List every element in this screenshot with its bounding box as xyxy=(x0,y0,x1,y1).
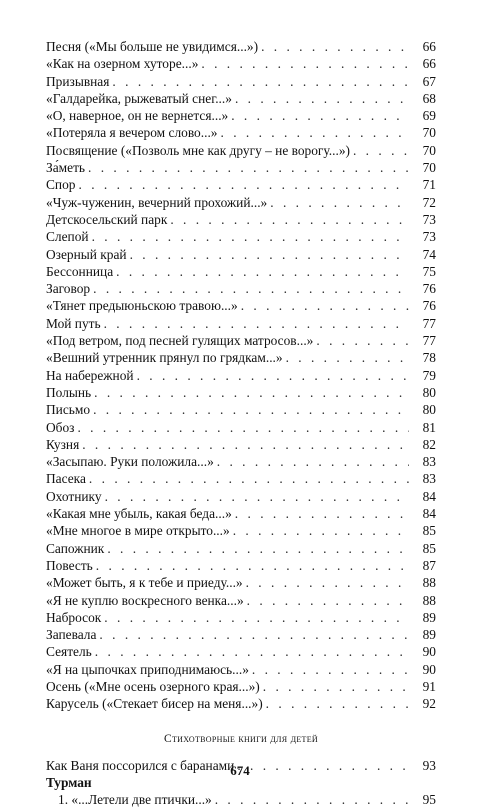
toc-entry-page: 88 xyxy=(422,592,436,608)
dot-leader xyxy=(88,159,409,176)
page-number: 674 xyxy=(230,763,250,778)
toc-entry-page: 78 xyxy=(422,350,436,366)
toc-entry-page: 67 xyxy=(422,73,436,89)
toc-entry xyxy=(46,557,436,574)
toc-entry xyxy=(46,678,436,695)
toc-entry-page: 83 xyxy=(422,454,436,470)
toc-entry-title: Мой путь xyxy=(46,315,101,331)
toc-entry-title: Заговор xyxy=(46,281,91,297)
dot-leader xyxy=(130,246,409,263)
dot-leader xyxy=(233,522,409,539)
toc-entry xyxy=(46,159,436,176)
dot-leader xyxy=(137,367,409,384)
dot-leader xyxy=(266,695,409,712)
toc-entry-page: 73 xyxy=(422,211,436,227)
toc-entry-page: 79 xyxy=(422,367,436,383)
toc-entry xyxy=(46,107,436,124)
dot-leader xyxy=(235,505,409,522)
table-of-contents xyxy=(46,38,436,808)
toc-entry xyxy=(46,124,436,141)
dot-leader xyxy=(104,609,409,626)
toc-entry-title: Охотнику xyxy=(46,488,102,504)
toc-entry-title: «Засыпаю. Руки положила...» xyxy=(46,454,214,470)
toc-entry-title: Слепой xyxy=(46,229,89,245)
toc-entry-title: Бессонница xyxy=(46,263,114,279)
toc-entry xyxy=(46,280,436,297)
toc-entry xyxy=(46,384,436,401)
toc-entry-title: На набережной xyxy=(46,367,134,383)
toc-entry-title: Полынь xyxy=(46,384,92,400)
dot-leader xyxy=(246,574,409,591)
toc-entry-title: Письмо xyxy=(46,402,91,418)
toc-entry-title: «О, наверное, он не вернется...» xyxy=(46,108,229,124)
toc-entry xyxy=(46,55,436,72)
toc-entry-page: 81 xyxy=(422,419,436,435)
toc-entry xyxy=(46,211,436,228)
toc-entry xyxy=(46,176,436,193)
toc-entry xyxy=(46,297,436,314)
toc-entry-title: Песня («Мы больше не увидимся...») xyxy=(46,39,259,54)
toc-list xyxy=(46,38,436,713)
dot-leader xyxy=(77,419,409,436)
toc-entry-page: 66 xyxy=(422,56,436,72)
toc-entry xyxy=(46,609,436,626)
toc-entry-page: 88 xyxy=(422,575,436,591)
dot-leader xyxy=(353,142,409,159)
toc-entry xyxy=(46,315,436,332)
toc-entry-page: 87 xyxy=(422,557,436,573)
toc-entry-title: Обоз xyxy=(46,419,75,435)
toc-entry-page: 72 xyxy=(422,194,436,210)
toc-entry-title: «Я на цыпочках приподнимаюсь...» xyxy=(46,661,249,677)
dot-leader xyxy=(316,332,409,349)
toc-entry-title: Сапожник xyxy=(46,540,105,556)
dot-leader xyxy=(231,107,409,124)
toc-entry xyxy=(46,574,436,591)
toc-entry xyxy=(46,349,436,366)
toc-entry xyxy=(46,540,436,557)
toc-entry-page: 69 xyxy=(422,108,436,124)
toc-entry-page: 84 xyxy=(422,506,436,522)
dot-leader xyxy=(247,592,409,609)
toc-entry-page: 90 xyxy=(422,644,436,660)
dot-leader xyxy=(217,453,409,470)
toc-entry-title: Осень («Мне осень озерного края...») xyxy=(46,678,260,694)
toc-entry-title: «Галдарейка, рыжеватый снег...» xyxy=(46,90,232,106)
toc-entry-page: 85 xyxy=(422,540,436,556)
toc-entry xyxy=(46,661,436,678)
toc-entry-title: «Как на озерном хуторе...» xyxy=(46,56,199,72)
toc-entry xyxy=(46,522,436,539)
toc-entry-page: 90 xyxy=(422,661,436,677)
dot-leader xyxy=(261,38,409,55)
dot-leader xyxy=(93,401,409,418)
toc-entry-page: 77 xyxy=(422,333,436,349)
dot-leader xyxy=(82,436,409,453)
toc-entry xyxy=(46,228,436,245)
dot-leader xyxy=(104,315,409,332)
toc-entry xyxy=(46,419,436,436)
toc-entry xyxy=(46,643,436,660)
toc-entry-page: 70 xyxy=(422,160,436,176)
toc-entry-title: Сеятель xyxy=(46,644,92,660)
toc-entry xyxy=(46,592,436,609)
section-heading: Стихотворные книги для детей xyxy=(163,732,318,745)
toc-entry-page: 75 xyxy=(422,263,436,279)
toc-entry xyxy=(46,626,436,643)
toc-entry-page: 89 xyxy=(422,627,436,643)
dot-leader xyxy=(79,176,410,193)
toc-entry-page: 82 xyxy=(422,436,436,452)
dot-leader xyxy=(92,228,409,245)
toc-entry xyxy=(46,505,436,522)
toc-entry-title: «Под ветром, под песней гулящих матросов...» xyxy=(46,333,314,349)
toc-entry xyxy=(46,142,436,159)
dot-leader xyxy=(93,280,409,297)
dot-leader xyxy=(170,211,409,228)
toc-entry-title: «Может быть, я к тебе и приеду...» xyxy=(46,575,243,591)
toc-entry-page: 71 xyxy=(422,177,436,193)
dot-leader xyxy=(241,297,409,314)
toc-entry-title: «Я не куплю воскресного венка...» xyxy=(46,592,244,608)
toc-entry-page: 77 xyxy=(422,315,436,331)
toc-entry-title: «Чуж-чуженин, вечерний прохожий...» xyxy=(46,194,268,210)
dot-leader xyxy=(94,384,409,401)
toc-entry-page: 70 xyxy=(422,125,436,141)
toc-entry-title: Повесть xyxy=(46,557,93,573)
toc-entry-title: Посвящение («Позволь мне как другу – не ворогу...») xyxy=(46,142,350,158)
toc-entry xyxy=(46,194,436,211)
toc-entry-page: 70 xyxy=(422,142,436,158)
toc-entry-page: 89 xyxy=(422,609,436,625)
dot-leader xyxy=(235,90,409,107)
toc-entry-title: Кузня xyxy=(46,436,80,452)
dot-leader xyxy=(99,626,409,643)
dot-leader xyxy=(286,349,409,366)
toc-entry-page: 80 xyxy=(422,384,436,400)
toc-entry-page: 95 xyxy=(422,792,436,808)
toc-entry xyxy=(46,73,436,90)
toc-entry xyxy=(46,470,436,487)
toc-entry-page: 73 xyxy=(422,229,436,245)
toc-entry xyxy=(46,367,436,384)
dot-leader xyxy=(116,263,409,280)
toc-entry-page: 80 xyxy=(422,402,436,418)
toc-entry-title: «Тянет предыюньскою травою...» xyxy=(46,298,238,314)
dot-leader xyxy=(107,540,409,557)
toc-entry-title: Турман xyxy=(46,774,92,790)
toc-entry-title: За́меть xyxy=(46,160,86,176)
dot-leader xyxy=(270,194,409,211)
dot-leader xyxy=(96,557,409,574)
toc-entry-title: Призывная xyxy=(46,73,110,89)
dot-leader xyxy=(263,678,409,695)
toc-entry-title: Набросок xyxy=(46,609,102,625)
toc-entry-page: 93 xyxy=(422,757,436,773)
toc-entry-title: «Вешний утренник прянул по грядкам...» xyxy=(46,350,283,366)
toc-entry-page: 84 xyxy=(422,488,436,504)
toc-entry-page: 76 xyxy=(422,298,436,314)
dot-leader xyxy=(89,470,409,487)
toc-entry-title: «Мне многое в мире открыто...» xyxy=(46,523,230,539)
toc-entry-title: Детскосельский парк xyxy=(46,211,168,227)
dot-leader xyxy=(201,55,409,72)
dot-leader xyxy=(105,488,409,505)
toc-entry-title: Спор xyxy=(46,177,76,193)
dot-leader xyxy=(95,643,409,660)
toc-entry-title: «Потеряла я вечером слово...» xyxy=(46,125,218,141)
toc-entry xyxy=(46,90,436,107)
toc-entry xyxy=(46,695,436,712)
toc-entry-title: 1. «...Летели две птички...» xyxy=(58,792,212,808)
toc-entry-title: Запевала xyxy=(46,627,97,643)
toc-entry-title: Карусель («Стекает бисер на меня...») xyxy=(46,696,263,712)
dot-leader xyxy=(252,661,409,678)
toc-entry xyxy=(46,453,436,470)
toc-entry-title: Озерный край xyxy=(46,246,127,262)
dot-leader xyxy=(112,73,409,90)
toc-entry xyxy=(46,401,436,418)
toc-entry-title: Как Ваня поссорился с баранами xyxy=(46,757,235,773)
toc-entry-page: 76 xyxy=(422,281,436,297)
toc-entry-page: 83 xyxy=(422,471,436,487)
toc-entry-page: 91 xyxy=(422,678,436,694)
toc-entry xyxy=(46,246,436,263)
toc-entry-page: 85 xyxy=(422,523,436,539)
dot-leader xyxy=(221,124,410,141)
toc-entry-title: Пасека xyxy=(46,471,86,487)
toc-entry xyxy=(46,332,436,349)
toc-entry xyxy=(46,436,436,453)
toc-entry xyxy=(46,488,436,505)
toc-entry-page: 66 xyxy=(422,39,436,54)
toc-entry xyxy=(46,38,436,55)
toc-entry-title: «Какая мне убыль, какая беда...» xyxy=(46,506,232,522)
toc-entry-page: 92 xyxy=(422,696,436,712)
toc-entry-page: 68 xyxy=(422,90,436,106)
toc-entry-page: 74 xyxy=(422,246,436,262)
toc-entry xyxy=(46,263,436,280)
